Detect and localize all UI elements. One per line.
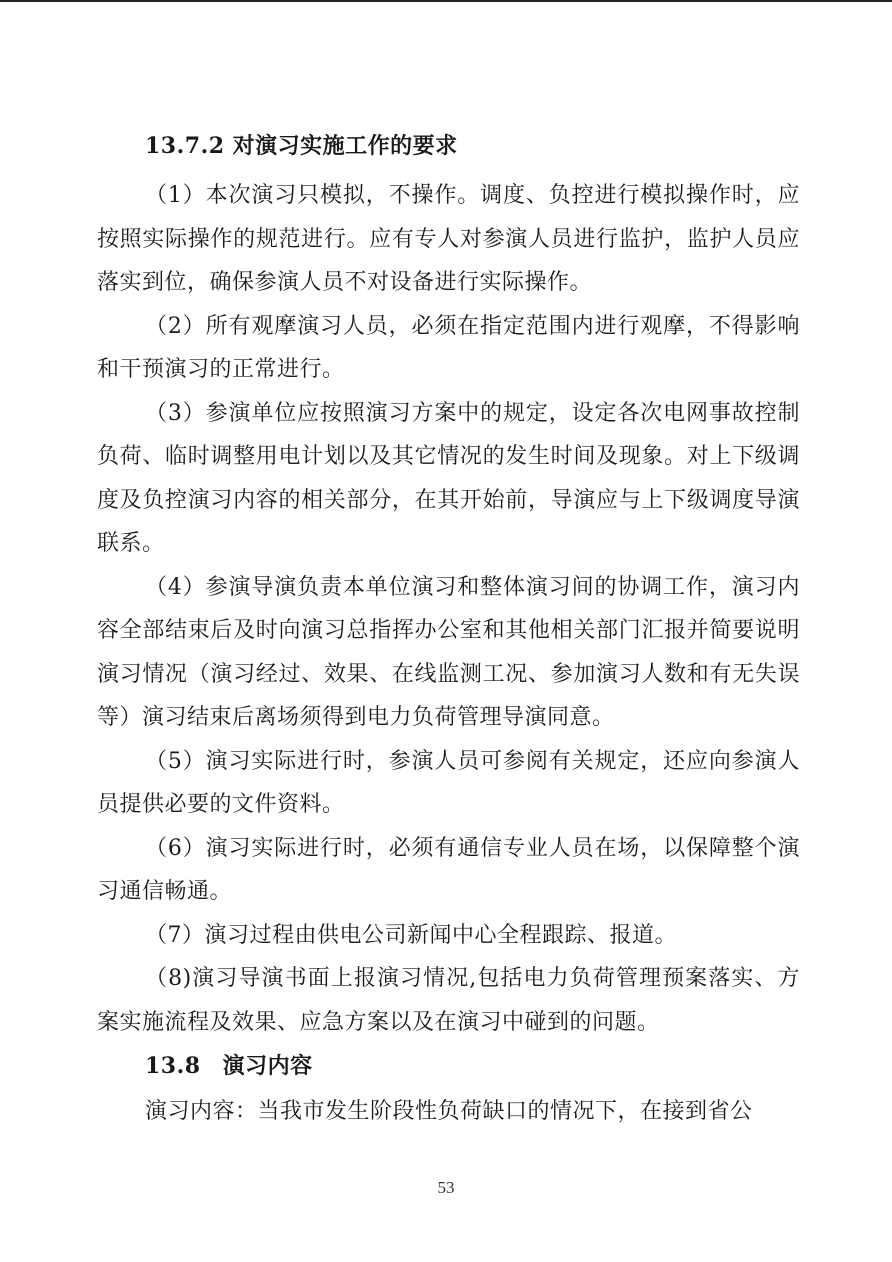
paragraph-3: （3）参演单位应按照演习方案中的规定，设定各次电网事故控制负荷、临时调整用电计划以及其它情况的发生时间及现象。对上下级调度及负控演习内容的相关部分，在其开始前，导演应与上下级调度导演联系。: [97, 400, 800, 556]
paragraph-7: （7）演习过程由供电公司新闻中心全程跟踪、报道。: [145, 922, 677, 948]
page-number: 53: [437, 1178, 455, 1197]
section-heading-13-8: [97, 1048, 800, 1084]
closing-paragraph: 演习内容：当我市发生阶段性负荷缺口的情况下，在接到省公: [145, 1099, 753, 1124]
paragraph-1: （1）本次演习只模拟，不操作。调度、负控进行模拟操作时，应按照实际操作的规范进行。应有专人对参演人员进行监护，监护人员应落实到位，确保参演人员不对设备进行实际操作。: [97, 183, 800, 295]
paragraph-8: （8)演习导演书面上报演习情况,包括电力负荷管理预案落实、方案实施流程及效果、应急方案以及在演习中碰到的问题。: [97, 966, 800, 1035]
paragraph-4: （4）参演导演负责本单位演习和整体演习间的协调工作，演习内容全部结束后及时向演习总指挥办公室和其他相关部门汇报并简要说明演习情况（演习经过、效果、在线监测工况、参加演习人数和有无失误等）演习结束后离场须得到电力负荷管理导演同意。: [97, 574, 800, 730]
document-page: [97, 128, 800, 1134]
paragraph-2: （2）所有观摩演习人员，必须在指定范围内进行观摩，不得影响和干预演习的正常进行。: [97, 313, 800, 382]
section-heading-13-7-2: [97, 128, 800, 164]
paragraph-6: （6）演习实际进行时，必须有通信专业人员在场，以保障整个演习通信畅通。: [97, 835, 800, 904]
top-border-line: [0, 0, 892, 2]
section-number: 13.7.2: [145, 133, 225, 159]
section-number: 13.8: [145, 1053, 201, 1079]
section-title: 对演习实施工作的要求: [232, 133, 458, 159]
section-title: 演习内容: [222, 1053, 313, 1079]
paragraph-5: （5）演习实际进行时，参演人员可参阅有关规定，还应向参演人员提供必要的文件资料。: [97, 748, 800, 817]
